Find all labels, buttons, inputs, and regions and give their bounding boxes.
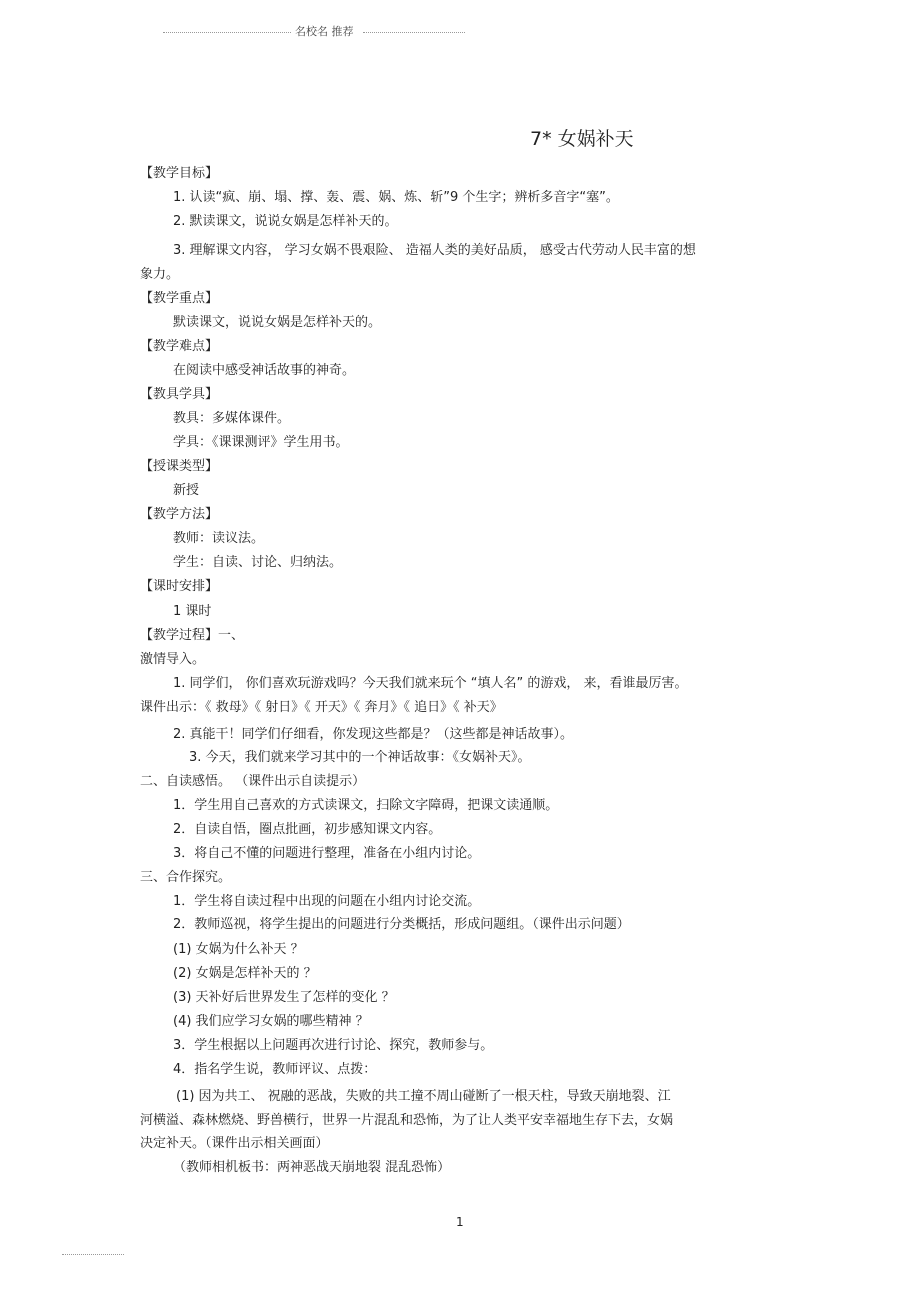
body-line: 象力。 [140,267,180,282]
body-line: 1．学生将自读过程中出现的问题在小组内讨论交流。 [173,894,481,909]
body-line: 1. 认读“疯、崩、塌、撑、轰、震、娲、炼、斩”9 个生字；辨析多音字“塞”。 [173,190,619,205]
body-line: (2) 女娲是怎样补天的 ？ [173,966,317,981]
body-line: 在阅读中感受神话故事的神奇。 [173,363,356,378]
section-heading: 二、自读感悟。 （课件出示自读提示） [140,774,366,789]
section-heading: 【教学过程】一、 [140,628,245,643]
body-line: (1) 女娲为什么补天 ？ [173,942,304,957]
body-line: 学生：自读、讨论、归纳法。 [173,555,343,570]
body-line: 1．学生用自己喜欢的方式读课文，扫除文字障碍，把课文读通顺。 [173,798,559,813]
body-line: 2．教师巡视，将学生提出的问题进行分类概括，形成问题组。（课件出示问题） [173,917,630,932]
section-heading: 三、合作探究。 [140,870,232,885]
body-line: （教师相机板书：两神恶战天崩地裂 混乱恐怖） [173,1160,451,1175]
header-text: 名校名 推荐 [295,25,354,38]
section-heading: 【教具学具】 [140,387,219,402]
body-line: 激情导入。 [140,652,206,667]
body-line: 河横溢、森林燃烧、野兽横行，世界一片混乱和恐怖，为了让人类平安幸福地生存下去，女娲 [140,1113,674,1128]
body-line: 4．指名学生说，教师评议、点拨： [173,1062,377,1077]
body-line: (4) 我们应学习女娲的哪些精神 ？ [173,1014,369,1029]
body-line: 2. 默读课文，说说女娲是怎样补天的。 [173,214,398,229]
body-line: 2．自读自悟，圈点批画，初步感知课文内容。 [173,822,442,837]
body-line: 3. 今天，我们就来学习其中的一个神话故事：《女娲补天》。 [189,750,531,765]
body-line: (3) 天补好后世界发生了怎样的变化 ？ [173,990,395,1005]
body-line: 3．将自己不懂的问题进行整理，准备在小组内讨论。 [173,846,481,861]
document-title: 7* 女娲补天 [530,128,634,150]
body-line: 决定补天。（课件出示相关画面） [140,1136,329,1151]
body-line: 1. 同学们， 你们喜欢玩游戏吗？今天我们就来玩个 “填人名” 的游戏， 来，看谁最厉害。 [173,676,688,691]
body-line: 3. 理解课文内容， 学习女娲不畏艰险、 造福人类的美好品质， 感受古代劳动人民丰富的想 [173,243,696,258]
section-heading: 【教学方法】 [140,507,219,522]
body-line: 教具：多媒体课件。 [173,411,291,426]
body-line: 2. 真能干！同学们仔细看，你发现这些都是？（这些都是神话故事）。 [173,727,574,742]
body-line: 教师：读议法。 [173,531,265,546]
body-line: 默读课文，说说女娲是怎样补天的。 [173,315,382,330]
body-line: (1) 因为共工、 祝融的恶战，失败的共工撞不周山碰断了一根天柱，导致天崩地裂、江 [176,1089,671,1104]
page-number: 1 [456,1215,464,1229]
body-line: 课件出示：《 救母》《 射日》《 开天》《 奔月》《 追日》《 补天》 [140,700,503,715]
section-heading: 【授课类型】 [140,459,219,474]
body-line: 学具：《课课测评》学生用书。 [173,435,349,450]
section-heading: 【教学难点】 [140,339,219,354]
body-line: 新授 [173,483,200,498]
header-rule-left [163,32,291,33]
body-line: 3．学生根据以上问题再次进行讨论、探究，教师参与。 [173,1038,494,1053]
body-line: 1 课时 [173,604,212,619]
footer-rule [62,1254,124,1255]
header-rule-right [363,32,465,33]
section-heading: 【教学目标】 [140,166,219,181]
section-heading: 【教学重点】 [140,291,219,306]
section-heading: 【课时安排】 [140,579,219,594]
